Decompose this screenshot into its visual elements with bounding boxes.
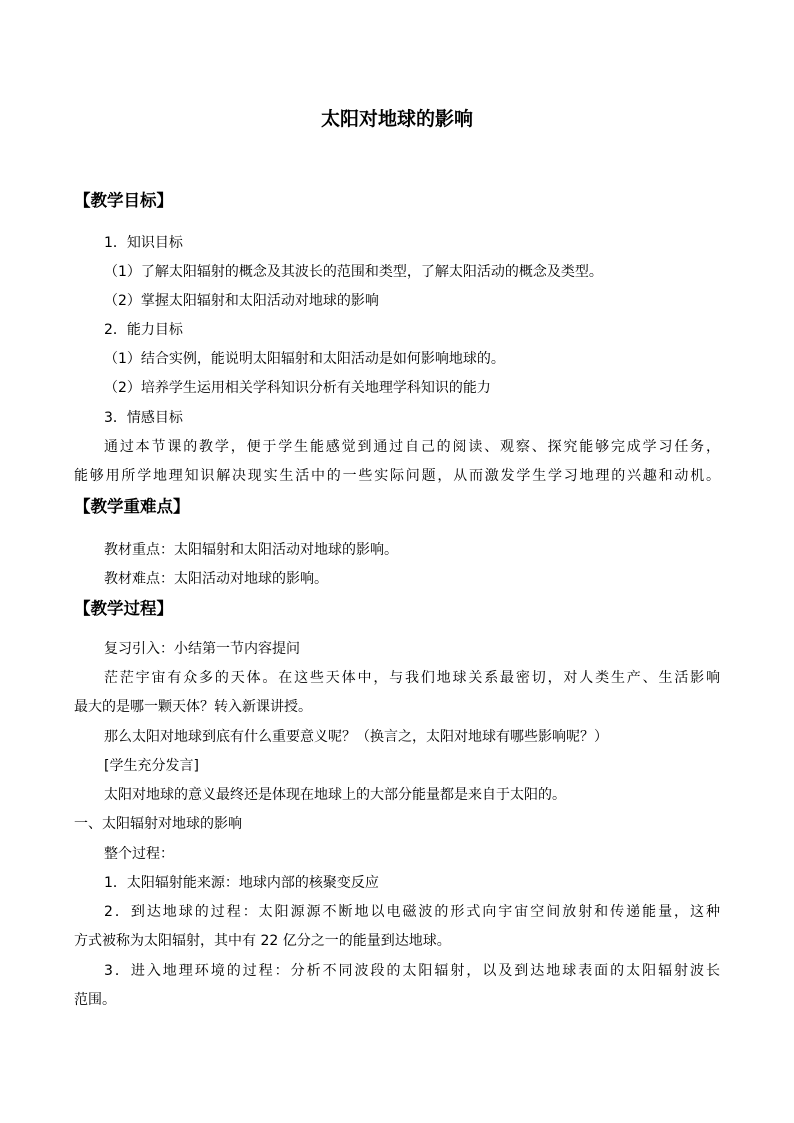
ability-goal-item-2: （2）培养学生运用相关学科知识分析有关地理学科知识的能力	[104, 380, 491, 396]
section-heading-teaching-process: 【教学过程】	[74, 599, 173, 618]
section-heading-teaching-goals: 【教学目标】	[74, 191, 173, 210]
intro-paragraph-line-1: 茫茫宇宙有众多的天体。在这些天体中，与我们地球关系最密切，对人类生产、生活影响	[104, 670, 720, 686]
whole-process-label: 整个过程：	[104, 846, 174, 862]
knowledge-goal-item-1: （1）了解太阳辐射的概念及其波长的范围和类型，了解太阳活动的概念及类型。	[104, 264, 603, 280]
knowledge-goal-item-2: （2）掌握太阳辐射和太阳活动对地球的影响	[104, 293, 379, 309]
section-heading-key-points: 【教学重难点】	[74, 497, 190, 516]
student-discussion-note: [学生充分发言]	[104, 758, 199, 774]
ability-goal-item-1: （1）结合实例，能说明太阳辐射和太阳活动是如何影响地球的。	[104, 351, 505, 367]
ability-goal-label: 2．能力目标	[104, 322, 183, 338]
part-1-heading: 一、太阳辐射对地球的影响	[74, 816, 242, 832]
difficulty-point-text: 教材难点：太阳活动对地球的影响。	[104, 571, 328, 587]
process-step-1: 1．太阳辐射能来源：地球内部的核聚变反应	[104, 875, 379, 891]
knowledge-goal-label: 1．知识目标	[104, 235, 183, 251]
emotion-goal-paragraph-line-1: 通过本节课的教学，便于学生能感觉到通过自己的阅读、观察、探究能够完成学习任务，	[104, 439, 720, 455]
sun-meaning-text: 太阳对地球的意义最终还是体现在地球上的大部分能量都是来自于太阳的。	[104, 787, 566, 803]
process-step-2-line-2: 方式被称为太阳辐射，其中有 22 亿分之一的能量到达地球。	[74, 933, 451, 949]
process-step-3-line-2: 范围。	[74, 992, 116, 1008]
key-point-text: 教材重点：太阳辐射和太阳活动对地球的影响。	[104, 542, 398, 558]
question-text: 那么太阳对地球到底有什么重要意义呢？（换言之，太阳对地球有哪些影响呢？）	[104, 729, 608, 745]
process-step-2-line-1: 2．到达地球的过程：太阳源源不断地以电磁波的形式向宇宙空间放射和传递能量，这种	[104, 904, 720, 920]
emotion-goal-label: 3．情感目标	[104, 410, 183, 426]
process-step-3-line-1: 3．进入地理环境的过程：分析不同波段的太阳辐射，以及到达地球表面的太阳辐射波长	[104, 963, 720, 979]
review-intro-text: 复习引入：小结第一节内容提问	[104, 641, 300, 657]
emotion-goal-paragraph-line-2: 能够用所学地理知识解决现实生活中的一些实际问题，从而激发学生学习地理的兴趣和动机。	[74, 468, 720, 484]
document-title: 太阳对地球的影响	[320, 108, 473, 130]
intro-paragraph-line-2: 最大的是哪一颗天体？转入新课讲授。	[74, 699, 312, 715]
